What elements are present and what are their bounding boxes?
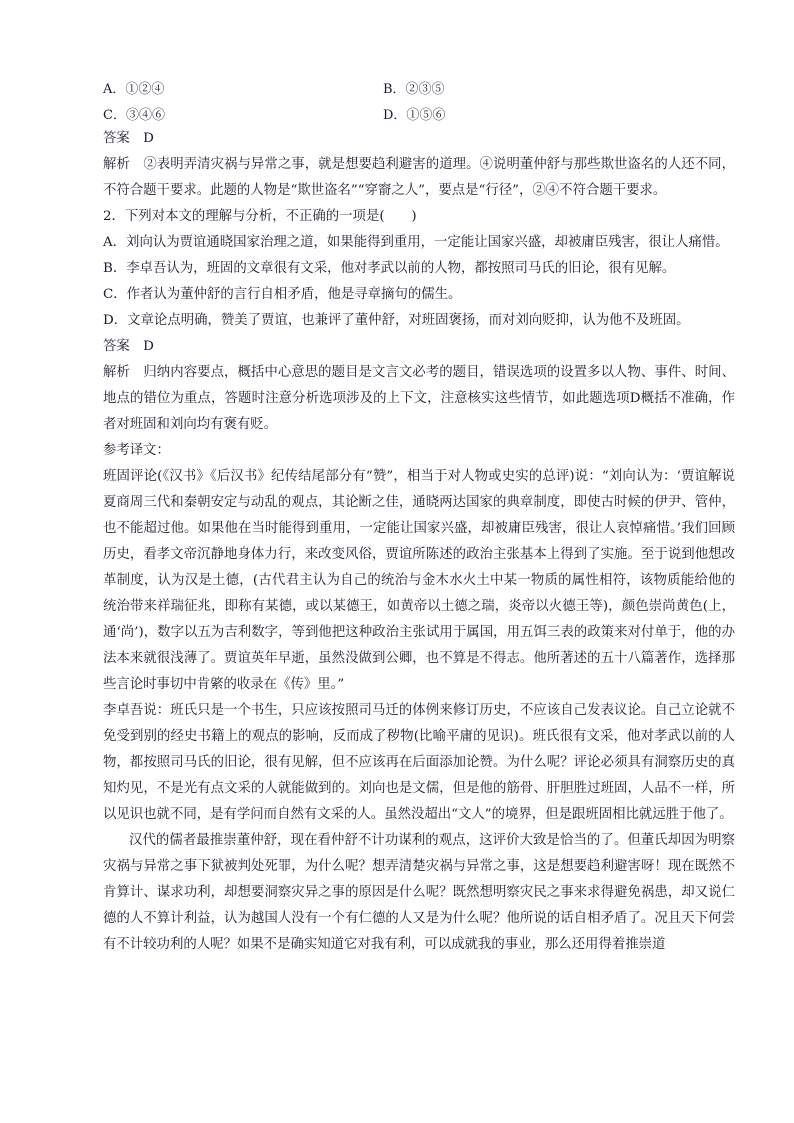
option-a: A．①②④ [103, 81, 165, 97]
translation-paragraph-2: 李卓吾说：班氏只是一个书生，只应该按照司马迁的体例来修订历史，不应该自己发表议论。自己立论就不免受到别的经史书籍上的观点的影响，反而成了秽物(比喻平庸的见识)。班氏很有文采，他对孝武以前的人物，都按照司马氏的旧论，很有见解，但不应该再在后面添加论赞。为什么呢？评论必须具有洞察历史的真知灼见，不是光有点文采的人就能做到的。刘向也是文儒，但是他的筋骨、肝胆胜过班固，人品不一样，所以见识也就不同，是有学问而自然有文采的人。虽然没超出“文人”的境界，但是跟班固相比就远胜于他了。 [103, 703, 735, 822]
q2-answer: 答案 D [103, 339, 154, 354]
q2-analysis: 解析 归纳内容要点，概括中心意思的题目是文言文必考的题目，错误选项的设置多以人物、事件、时间、地点的错位为重点，答题时注意分析选项涉及的上下文，注意核实这些情节，如此题选项D概括不准确，作者对班固和刘向均有褒有贬。 [103, 365, 735, 432]
translation-paragraph-3: 汉代的儒者最推崇董仲舒，现在看仲舒不计功谋利的观点，这评价大致是恰当的了。但董氏却因为明察灾祸与异常之事下狱被判处死罪，为什么呢？想弄清楚灾祸与异常之事，这是想要趋利避害呀！现在既然不肯算计、谋求功利，却想要洞察灾异之事的原因是什么呢？既然想明察灾民之事来求得避免祸患，却又说仁德的人不算计利益，认为越国人没有一个有仁德的人又是为什么呢？他所说的话自相矛盾了。况且天下何尝有不计较功利的人呢？如果不是确实知道它对我有利，可以成就我的事业，那么还用得着推崇道 [103, 833, 735, 952]
options-row-2 [103, 100, 735, 126]
option-c: C．③④⑥ [103, 107, 165, 123]
q2-option-c: C．作者认为董仲舒的言行自相矛盾，他是寻章摘句的儒生。 [103, 287, 462, 302]
document-body [103, 74, 735, 958]
q2-option-b: B．李卓吾认为，班固的文章很有文采，他对孝武以前的人物，都按照司马氏的旧论，很有见解。 [103, 261, 676, 276]
q2-option-d: D．文章论点明确，赞美了贾谊，也兼评了董仲舒，对班固褒扬，而对刘向贬抑，认为他不及班固。 [103, 313, 690, 328]
q1-analysis: 解析 ②表明弄清灾祸与异常之事，就是想要趋利避害的道理。④说明董仲舒与那些欺世盗名的人还不同，不符合题干要求。此题的人物是“欺世盗名”“穿窬之人”，要点是“行径”，②④不符合题干要求。 [103, 157, 735, 198]
options-row-1 [103, 74, 735, 100]
translation-heading: 参考译文： [103, 443, 170, 458]
q1-answer: 答案 D [103, 131, 154, 146]
q2-stem: 2．下列对本文的理解与分析，不正确的一项是( ) [103, 209, 417, 224]
translation-paragraph-1: 班固评论(《汉书》《后汉书》纪传结尾部分有“赞”，相当于对人物或史实的总评)说：“刘向认为：‘贾谊解说夏商周三代和秦朝安定与动乱的观点，其论断之佳，通晓两达国家的典章制度，即使古时候的伊尹、管仲，也不能超过他。如果他在当时能得到重用，一定能让国家兴盛，却被庸臣残害，很让人哀悼痛惜。’我们回顾历史，看孝文帝沉静地身体力行，来改变风俗，贾谊所陈述的政治主张基本上得到了实施。至于说到他想改革制度，认为汉是土德，(古代君主认为自己的统治与金木水火土中某一物质的属性相符，该物质能给他的统治带来祥瑞征兆，即称有某德，或以某德王，如黄帝以土德之瑞，炎帝以火德王等)，颜色崇尚黄色(上，通‘尚’)，数字以五为吉利数字，等到他把这种政治主张试用于属国，用五饵三表的政策来对付单于，他的办法本来就很浅薄了。贾谊英年早逝，虽然没做到公卿，也不算是不得志。他所著述的五十八篇著作，选择那些言论时事切中肯綮的收录在《传》里。” [103, 469, 735, 692]
q2-option-a: A．刘向认为贾谊通晓国家治理之道，如果能得到重用，一定能让国家兴盛，却被庸臣残害，很让人痛惜。 [103, 235, 729, 250]
option-d: D．①⑤⑥ [383, 107, 446, 123]
option-b: B．②③⑤ [383, 81, 445, 97]
